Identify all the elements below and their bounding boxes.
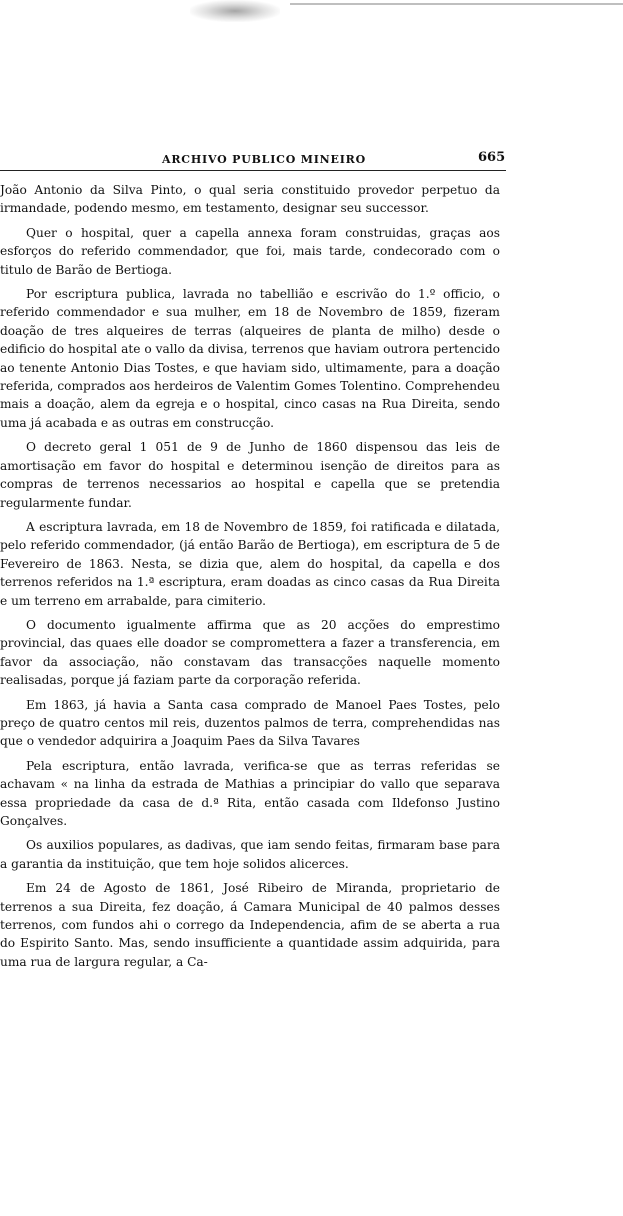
scan-edge-line: [290, 3, 623, 5]
paragraph: Os auxilios populares, as dadivas, que iam sendo feitas, firmaram base para a garantia da instituição, que tem hoje solidos alicerces.: [0, 838, 500, 871]
paragraph: Pela escriptura, então lavrada, verifica-se que as terras referidas se achavam « na linha da estrada de Mathias a principiar do vallo que separava essa propriedade da casa de d.ª Rita, então casada com Ildefonso Justino Gonçalves.: [0, 758, 500, 828]
paragraph: O decreto geral 1 051 de 9 de Junho de 1860 dispensou das leis de amortisação em favor do hospital e determinou isenção de direitos para as compras de terrenos necessarios ao hospital e capella que se pretendia regularmente fundar.: [0, 440, 500, 510]
paragraph: Quer o hospital, quer a capella annexa foram construidas, graças aos esforços do referido commendador, que foi, mais tarde, condecorado com o titulo de Barão de Bertioga.: [0, 225, 500, 277]
running-header: [0, 150, 623, 172]
paragraph: O documento igualmente affirma que as 20 acções do emprestimo provincial, das quaes elle doador se compromettera a fazer a transferencia, em favor da associação, não constavam das transacções naquelle momento realisadas, porque já faziam parte da corporação referida.: [0, 617, 500, 688]
paragraph: A escriptura lavrada, em 18 de Novembro de 1859, foi ratificada e dilatada, pelo referido commendador, (já então Barão de Bertioga), em escriptura de 5 de Fevereiro de 1863. Nesta, se dizia que, alem do hospital, da capella e dos terrenos referidos na 1.ª escriptura, eram doadas as cinco casas da Rua Direita e um terreno em arrabalde, para cimiterio.: [0, 519, 500, 608]
header-rule: [0, 170, 506, 171]
paragraph: Em 24 de Agosto de 1861, José Ribeiro de Miranda, proprietario de terrenos a sua Direita, fez doação, á Camara Municipal de 40 palmos desses terrenos, com fundos ahi o corrego da Independencia, afim de se aberta a rua do Espirito Santo. Mas, sendo insufficiente a quantidade assim adquirida, para uma rua de largura regular, a Ca-: [0, 881, 500, 969]
running-title: ARCHIVO PUBLICO MINEIRO: [162, 153, 366, 166]
paragraph: João Antonio da Silva Pinto, o qual seria constituido provedor perpetuo da irmandade, podendo mesmo, em testamento, designar seu successor.: [0, 183, 500, 216]
paragraph: Em 1863, já havia a Santa casa comprado de Manoel Paes Tostes, pelo preço de quatro centos mil reis, duzentos palmos de terra, comprehendidas nas que o vendedor adquirira a Joaquim Paes da Silva Tavares: [0, 697, 500, 749]
scan-smudge: [190, 0, 280, 22]
paragraph: Por escriptura publica, lavrada no tabellião e escrivão do 1.º officio, o referido commendador e sua mulher, em 18 de Novembro de 1859, fizeram doação de tres alqueires de terras (alqueires de planta de milho) desde o edificio do hospital ate o vallo da divisa, terrenos que haviam outrora pertencido ao tenente Antonio Dias Tostes, e que haviam sido, ultimamente, para a doação referida, comprados aos herdeiros de Valentim Gomes Tolentino. Comprehendeu mais a doação, alem da egreja e o hospital, cinco casas na Rua Direita, sendo uma já acabada e as outras em construcção.: [0, 287, 500, 430]
body-text: [0, 181, 500, 977]
page-number: 665: [478, 150, 506, 165]
